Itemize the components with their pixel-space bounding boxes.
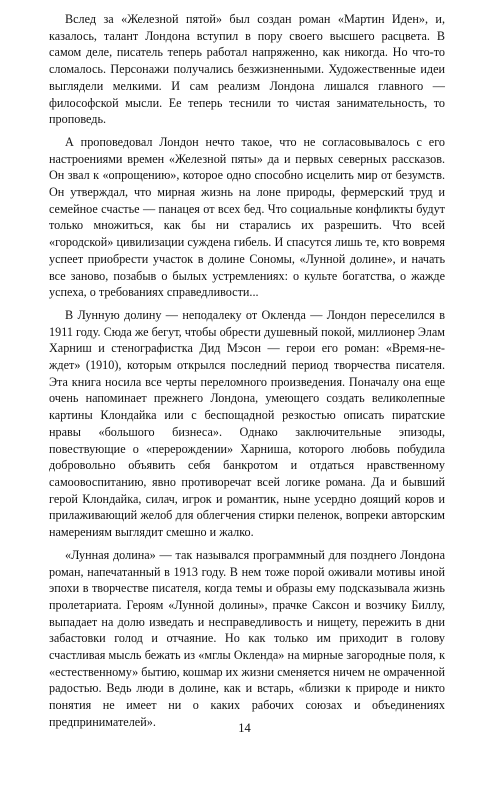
paragraph-3: В Лунную долину — неподалеку от Окленда — Лондон переселился в 1911 году. Сюда же бегут, чтобы обрести душевный покой, миллионер Элам Харниш и стенографистка Дид Мэсон — герои его роман: «Время-не-ждет» (1910), которым открылся последний период творчества писателя. Эта книга носила все черты переломного произведения. Поначалу она еще очень напоминает прежнего Лондона, умеющего создать великолепные картины Клондайка или с беспощадной резкостью описать пиратские нравы «большого бизнеса». Однако заключительные эпизоды, повествующие о «перерождении» Харниша, которого любовь побудила добровольно объявить себя банкротом и отдаться нравственному самоовоспитанию, явно противоречат всей логике романа. Да и бывший герой Клондайка, силач, игрок и романтик, ныне усердно доящий коров и прилаживающий желоб для облегчения стирки пеленок, вопреки авторским намерениям выглядит смешно и жалко. — [49, 307, 445, 540]
paragraph-1: Вслед за «Железной пятой» был создан роман «Мартин Иден», и, казалось, талант Лондона вступил в пору своего высшего расцвета. В самом деле, писатель теперь работал напряженно, как никогда. Но что-то сломалось. Персонажи получались безжизненными. Художественные идеи выглядели мелкими. И сам реализм Лондона лишался главного — философской мысли. Ее теперь теснили то чистая занимательность, то проповедь. — [49, 12, 445, 127]
paragraph-4: «Лунная долина» — так назывался программный для позднего Лондона роман, напечатанный в 1913 году. В нем тоже порой оживали мотивы иной эпохи в творчестве писателя, когда темы и образы ему подсказывала жизнь пролетариата. Героям «Лунной долины», прачке Саксон и возчику Биллу, выпадает на долю изведать и несправедливость и нищету, пережить в дни забастовки голод и отчаяние. Но как только им приходит в голову счастливая мысль бежать из «мглы Окленда» на мирные загородные поля, к «естественному» бытию, кошмар их жизни сменяется ничем не омраченной радостью. Ведь люди в долине, как и встарь, «близки к природе и никто понятия не имеет ни о каких рабочих союзах и объединениях предпринимателей». — [49, 547, 445, 729]
page-number: 14 — [238, 721, 251, 735]
page-body — [49, 11, 445, 731]
paragraph-2: А проповедовал Лондон нечто такое, что не согласовывалось с его настроениями времен «Железной пяты» да и первых северных рассказов. Он звал к «опрощению», которое одно способно исцелить мир от безумств. Он утверждал, что мирная жизнь на лоне природы, фермерский труд и семейное счастье — панацея от всех бед. Что социальные конфликты будут только множиться, как бы ни старались их разрешить. Что всей «городской» цивилизации суждена гибель. И спасутся лишь те, кто вовремя успеет приобрести участок в долине Сономы, «Лунной долине», и начать все заново, позабыв о былых устремлениях: о культе богатства, о жажде успеха, о требованиях справедливости... — [49, 134, 445, 300]
